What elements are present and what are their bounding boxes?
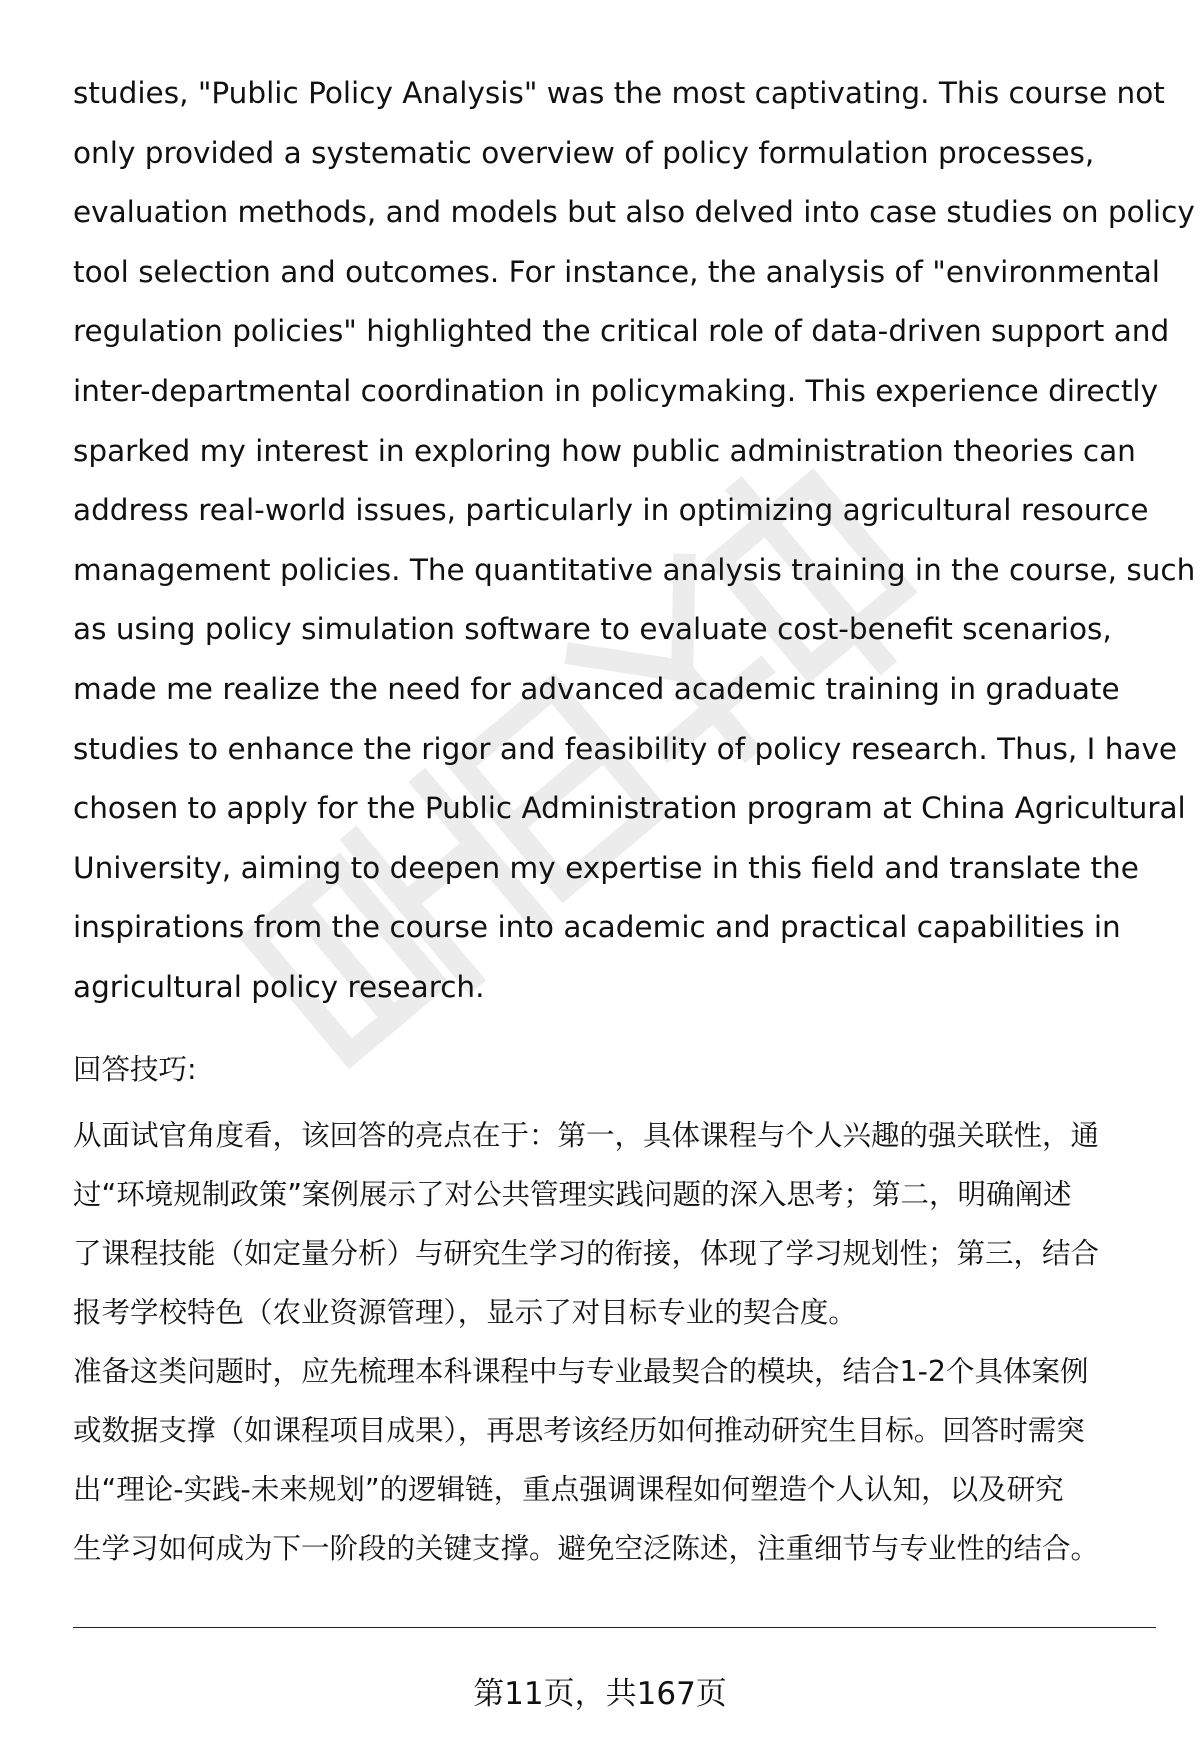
essay-line: as using policy simulation software to evaluate cost-benefit scenarios, <box>73 612 1112 647</box>
tips-paragraph-2 <box>73 1342 1163 1578</box>
essay-line: sparked my interest in exploring how public administration theories can <box>73 433 1136 468</box>
tips-line: 准备这类问题时，应先梳理本科课程中与专业最契合的模块，结合1-2个具体案例 <box>73 1355 1089 1388</box>
essay-line: inter-departmental coordination in policymaking. This experience directly <box>73 373 1159 408</box>
tips-heading: 回答技巧: <box>73 1053 197 1086</box>
tips-line: 出“理论-实践-未来规划”的逻辑链，重点强调课程如何塑造个人认知，以及研究 <box>73 1473 1064 1506</box>
essay-line: chosen to apply for the Public Administration program at China Agricultural <box>73 791 1186 826</box>
tips-line: 过“环境规制政策”案例展示了对公共管理实践问题的深入思考；第二，明确阐述 <box>73 1178 1072 1211</box>
tips-line: 从面试官角度看，该回答的亮点在于：第一，具体课程与个人兴趣的强关联性，通 <box>73 1119 1100 1152</box>
essay-line: University, aiming to deepen my expertise in this field and translate the <box>73 850 1139 885</box>
tips-line: 生学习如何成为下一阶段的关键支撑。避免空泛陈述，注重细节与专业性的结合。 <box>73 1532 1100 1565</box>
tips-line: 报考学校特色（农业资源管理），显示了对目标专业的契合度。 <box>73 1296 857 1329</box>
page-number: 第11页，共167页 <box>473 1676 727 1712</box>
essay-line: studies, "Public Policy Analysis" was the most captivating. This course not <box>73 76 1165 110</box>
essay-line: only provided a systematic overview of policy formulation processes, <box>73 135 1095 170</box>
footer-divider <box>73 1627 1156 1628</box>
essay-line: studies to enhance the rigor and feasibility of policy research. Thus, I have <box>73 731 1178 766</box>
essay-line: agricultural policy research. <box>73 969 485 1004</box>
essay-paragraph <box>73 64 1196 1018</box>
essay-line: management policies. The quantitative analysis training in the course, such <box>73 552 1196 587</box>
essay-line: inspirations from the course into academic and practical capabilities in <box>73 910 1121 945</box>
tips-line: 了课程技能（如定量分析）与研究生学习的衔接，体现了学习规划性；第三，结合 <box>73 1237 1100 1270</box>
essay-line: evaluation methods, and models but also delved into case studies on policy <box>73 195 1195 230</box>
essay-line: regulation policies" highlighted the critical role of data-driven support and <box>73 314 1170 349</box>
tips-line: 或数据支撑（如课程项目成果），再思考该经历如何推动研究生目标。回答时需突 <box>73 1414 1085 1447</box>
essay-line: made me realize the need for advanced academic training in graduate <box>73 671 1120 706</box>
essay-line: tool selection and outcomes. For instance, the analysis of "environmental <box>73 254 1161 289</box>
tips-paragraph-1 <box>73 1106 1163 1342</box>
essay-line: address real-world issues, particularly in optimizing agricultural resource <box>73 493 1149 528</box>
